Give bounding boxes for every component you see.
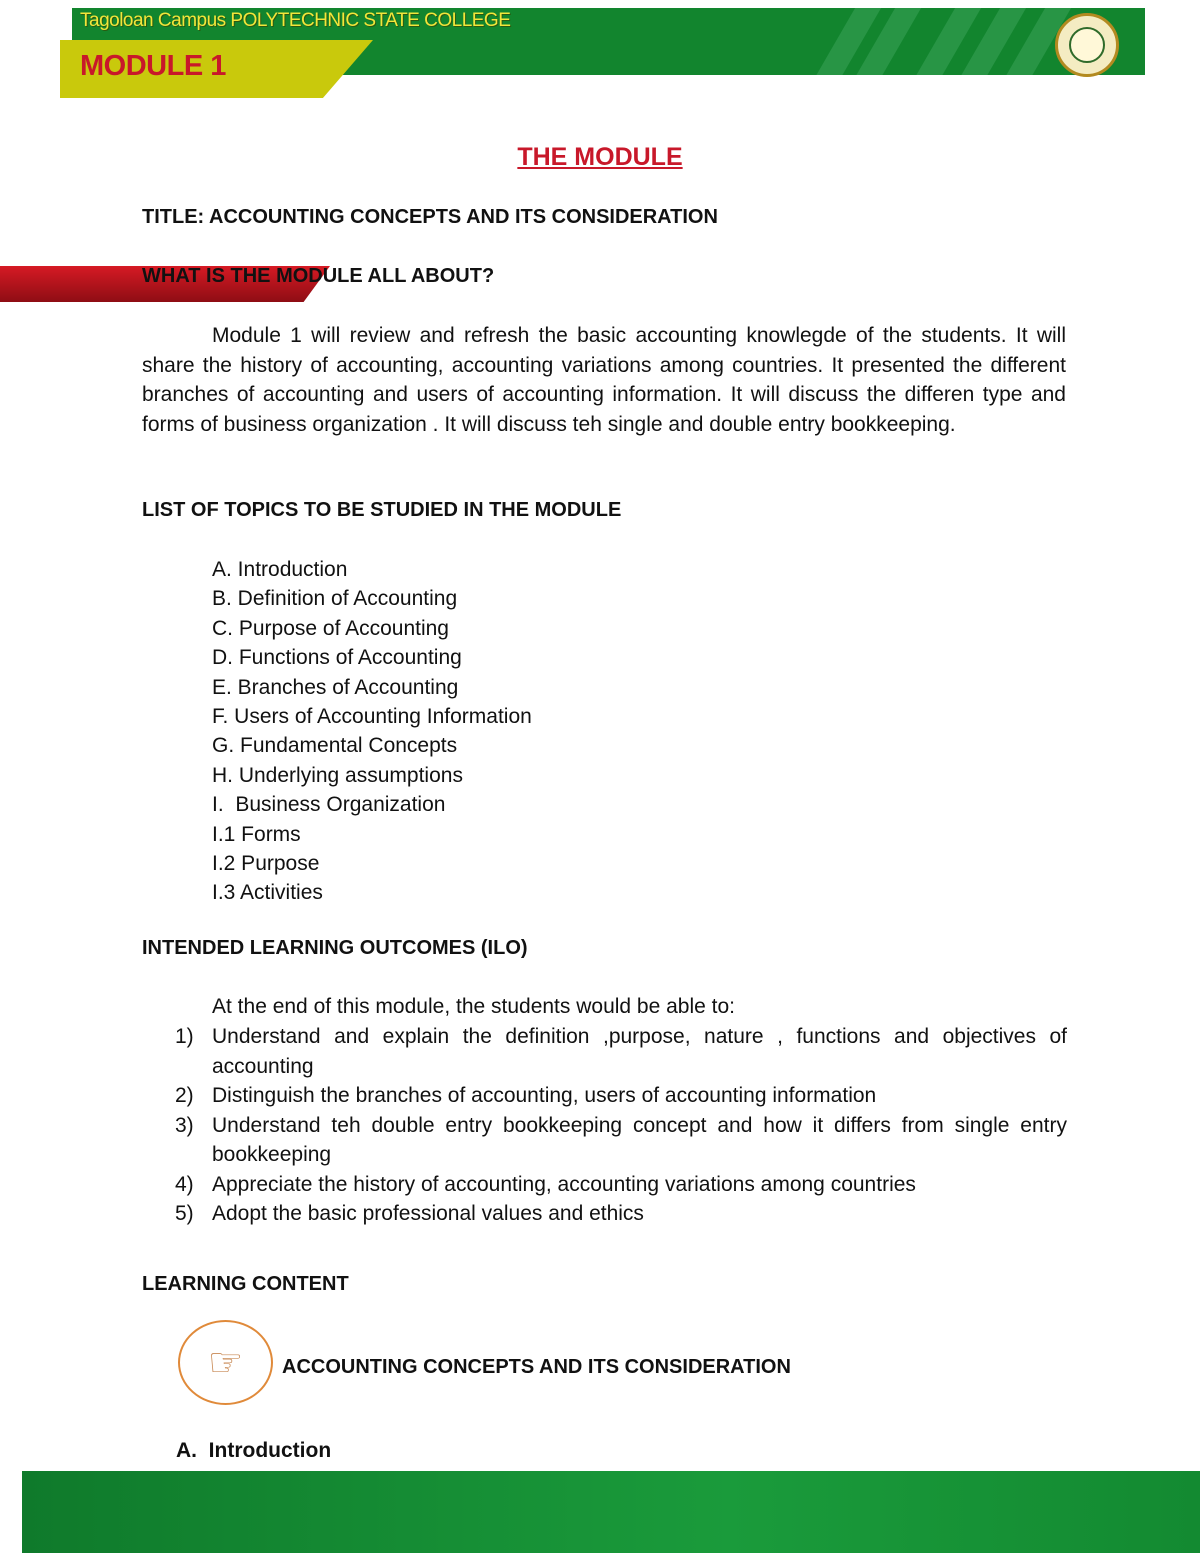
ilo-text: Appreciate the history of accounting, accounting variations among countries [212, 1172, 916, 1196]
list-item: C. Purpose of Accounting [212, 616, 449, 640]
list-item [175, 1022, 1067, 1081]
learning-content-heading: LEARNING CONTENT [142, 1273, 349, 1295]
topics-heading: LIST OF TOPICS TO BE STUDIED IN THE MODULE [142, 499, 622, 521]
ilo-text: Adopt the basic professional values and ethics [212, 1202, 644, 1225]
list-item [175, 1170, 1067, 1200]
section-heading: A. Introduction [176, 1439, 332, 1462]
ilo-number: 4) [175, 1172, 194, 1196]
learning-content-subheading: ACCOUNTING CONCEPTS AND ITS CONSIDERATION [282, 1356, 791, 1378]
ilo-list [175, 1022, 1067, 1229]
ilo-text: Understand teh double entry bookkeeping concept and how it differs from single entry bookkeeping [212, 1113, 1067, 1166]
ilo-number: 5) [175, 1202, 194, 1225]
list-item: I.1 Forms [212, 822, 301, 846]
footer-banner [22, 1471, 1200, 1553]
list-item: G. Fundamental Concepts [212, 734, 458, 758]
ilo-intro: At the end of this module, the students would be able to: [212, 995, 736, 1018]
college-seal-icon [1055, 13, 1119, 77]
college-name: Tagoloan Campus POLYTECHNIC STATE COLLEGE [80, 10, 511, 31]
list-item: H. Underlying assumptions [212, 763, 463, 787]
about-paragraph: Module 1 will review and refresh the basic accounting knowlegde of the students. It will share the history of accounting, accounting variations among countries. It presented the different branches of accounting and users of accounting information. It will discuss the differen type and forms of business organization . It will discuss teh single and double entry bookkeeping. [142, 324, 1066, 436]
ilo-number: 2) [175, 1084, 194, 1107]
list-item [175, 1199, 1067, 1229]
ilo-text: Understand and explain the definition ,purpose, nature , functions and objectives of accounting [212, 1025, 1067, 1078]
list-item [175, 1111, 1067, 1170]
ilo-text: Distinguish the branches of accounting, users of accounting information [212, 1084, 877, 1107]
page-title: THE MODULE [517, 143, 683, 171]
topics-list [212, 555, 532, 908]
ilo-number: 1) [175, 1025, 194, 1048]
list-item: D. Functions of Accounting [212, 646, 462, 670]
module-tag: MODULE 1 [80, 50, 226, 82]
ilo-heading: INTENDED LEARNING OUTCOMES (ILO) [142, 937, 528, 959]
list-item: F. Users of Accounting Information [212, 705, 532, 729]
list-item: E. Branches of Accounting [212, 675, 459, 699]
list-item: I.2 Purpose [212, 852, 320, 876]
list-item: A. Introduction [212, 558, 348, 581]
pointing-hand-icon: ☞ [178, 1320, 273, 1405]
list-item: I.3 Activities [212, 881, 323, 905]
list-item: I. Business Organization [212, 793, 446, 817]
list-item [175, 1081, 1067, 1111]
about-heading: WHAT IS THE MODULE ALL ABOUT? [142, 265, 495, 287]
list-item: B. Definition of Accounting [212, 587, 458, 611]
ilo-number: 3) [175, 1113, 194, 1137]
module-title: TITLE: ACCOUNTING CONCEPTS AND ITS CONSIDERATION [142, 206, 718, 228]
